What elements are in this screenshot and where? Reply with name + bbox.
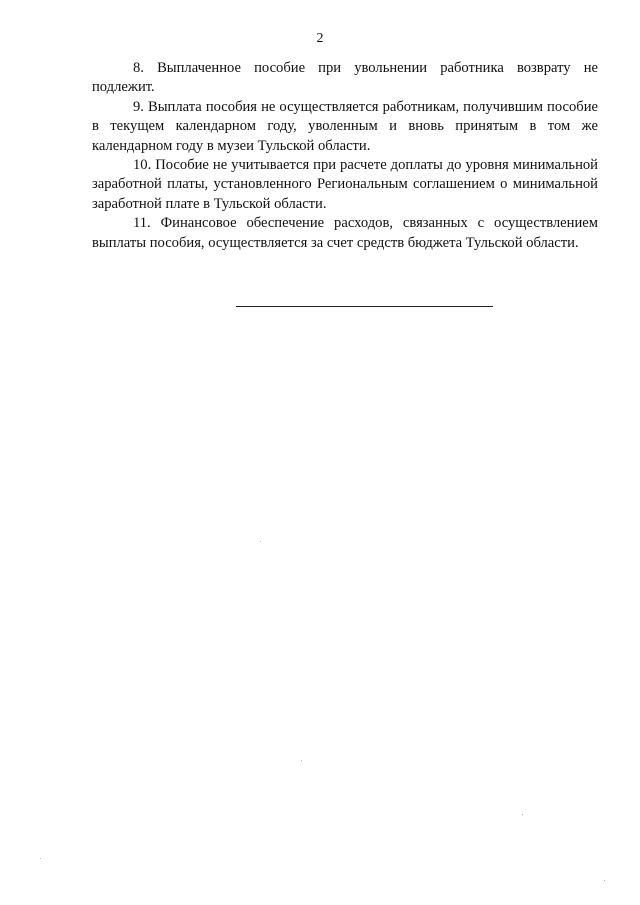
scan-speck bbox=[40, 858, 41, 859]
paragraph-8: 8. Выплаченное пособие при увольнении работника возврату не подлежит. bbox=[92, 60, 598, 96]
paragraph-10: 10. Пособие не учитывается при расчете доплаты до уровня минимальной заработной платы, установленного Региональным соглашением о минимальной заработной плате в Тульской области. bbox=[92, 157, 598, 212]
scan-speck bbox=[522, 814, 523, 815]
page-number: 2 bbox=[316, 31, 324, 46]
scan-speck bbox=[260, 541, 261, 542]
paragraph-11: 11. Финансовое обеспечение расходов, связанных с осуществлением выплаты пособия, осуществляется за счет средств бюджета Тульской области. bbox=[92, 215, 598, 251]
scan-speck bbox=[604, 880, 605, 881]
paragraph-9: 9. Выплата пособия не осуществляется работникам, получившим пособие в текущем календарном году, уволенным и вновь принятым в том же календарном году в музеи Тульской области. bbox=[92, 98, 598, 154]
scan-speck bbox=[301, 760, 302, 761]
document-body bbox=[92, 59, 598, 253]
end-separator-line bbox=[236, 306, 493, 307]
